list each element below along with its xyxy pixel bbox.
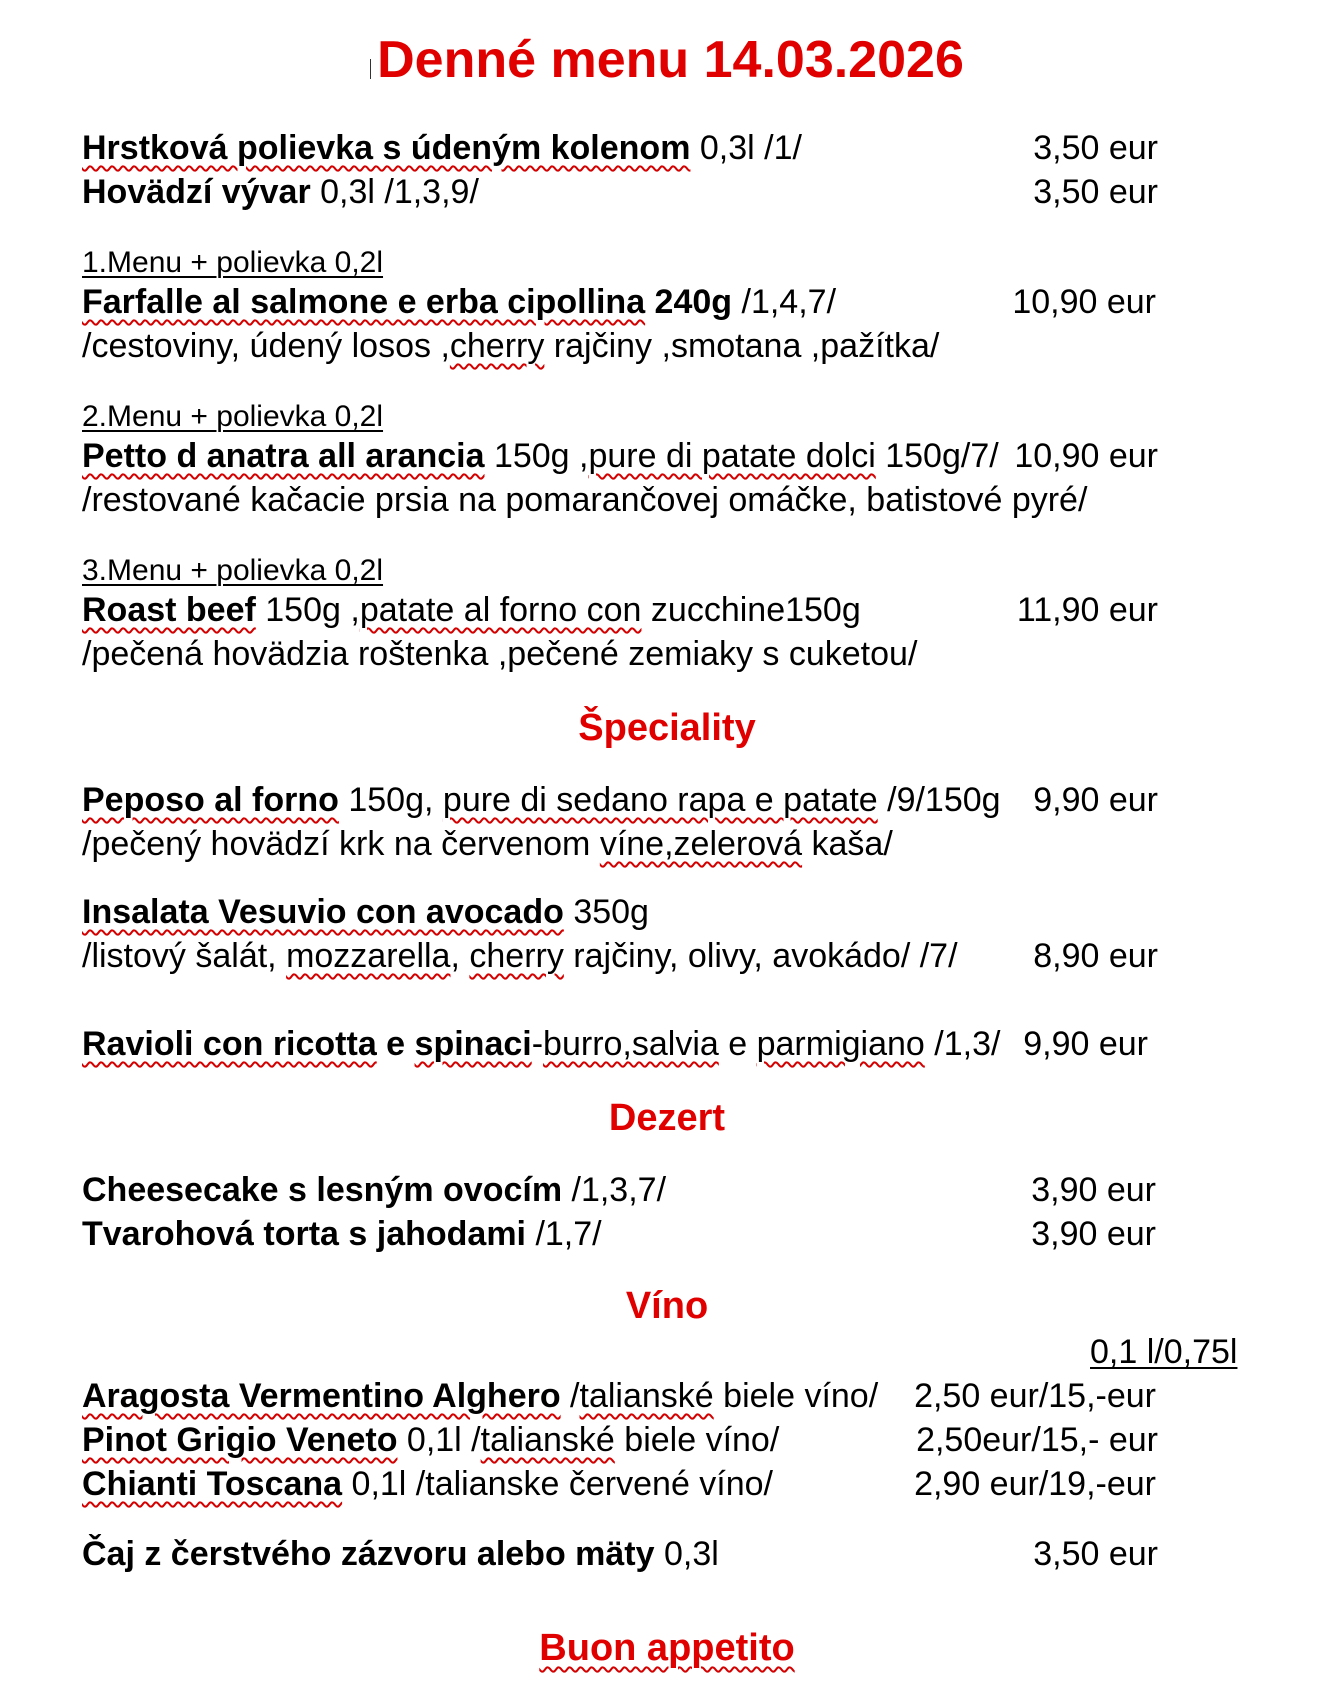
wine-size-header: 0,1 l/0,75l xyxy=(1090,1333,1238,1371)
menu-1-dish: Farfalle al salmone e erba cipollina 240g /1,4,7/ xyxy=(82,283,837,321)
menu-2-description: /restované kačacie prsia na pomarančovej omáčke, batistové pyré/ xyxy=(82,481,1088,519)
menu-1-label: 1.Menu + polievka 0,2l xyxy=(82,246,384,279)
specialities-heading: Špeciality xyxy=(578,707,756,749)
menu-3-price: 11,90 eur xyxy=(1016,591,1158,629)
wine-3: Chianti Toscana 0,1l /talianske červené víno/ xyxy=(82,1465,774,1503)
menu-3-description: /pečená hovädzia roštenka ,pečené zemiaky s cuketou/ xyxy=(82,635,918,673)
page-title: Denné menu 14.03.2026 xyxy=(0,30,1334,90)
wine-2-price: 2,50eur/15,- eur xyxy=(916,1421,1158,1459)
peposo-description: /pečený hovädzí krk na červenom víne,zelerová kaša/ xyxy=(82,825,893,863)
peposo-dish: Peposo al forno 150g, pure di sedano rapa e patate /9/150g xyxy=(82,781,1001,819)
menu-1-price: 10,90 eur xyxy=(1012,283,1156,321)
soup-1: Hrstková polievka s údeným kolenom 0,3l /1/ xyxy=(82,129,802,167)
closing-text: Buon appetito xyxy=(539,1627,795,1669)
tea: Čaj z čerstvého zázvoru alebo mäty 0,3l xyxy=(82,1535,719,1573)
soup-1-price: 3,50 eur xyxy=(1033,129,1158,167)
soup-2: Hovädzí vývar 0,3l /1,3,9/ xyxy=(82,173,479,211)
insalata-description: /listový šalát, mozzarella, cherry rajčiny, olivy, avokádo/ /7/ xyxy=(82,937,958,975)
tea-price: 3,50 eur xyxy=(1033,1535,1158,1573)
text-cursor xyxy=(370,59,371,79)
menu-3-dish: Roast beef 150g ,patate al forno con zucchine150g xyxy=(82,591,861,629)
wine-2: Pinot Grigio Veneto 0,1l /talianské biele víno/ xyxy=(82,1421,780,1459)
insalata-dish: Insalata Vesuvio con avocado 350g xyxy=(82,893,649,931)
dessert-2-price: 3,90 eur xyxy=(1031,1215,1156,1253)
ravioli-price: 9,90 eur xyxy=(1023,1025,1148,1063)
insalata-price: 8,90 eur xyxy=(1033,937,1158,975)
dessert-heading: Dezert xyxy=(608,1097,726,1139)
dessert-2: Tvarohová torta s jahodami /1,7/ xyxy=(82,1215,602,1253)
menu-3-label: 3.Menu + polievka 0,2l xyxy=(82,554,384,587)
menu-2-label: 2.Menu + polievka 0,2l xyxy=(82,400,384,433)
ravioli-dish: Ravioli con ricotta e spinaci-burro,salvia e parmigiano /1,3/ xyxy=(82,1025,1001,1063)
dessert-1-price: 3,90 eur xyxy=(1031,1171,1156,1209)
wine-heading: Víno xyxy=(625,1285,709,1327)
menu-2-price: 10,90 eur xyxy=(1014,437,1158,475)
menu-2-dish: Petto d anatra all arancia 150g ,pure di patate dolci 150g/7/ xyxy=(82,437,999,475)
wine-3-price: 2,90 eur/19,-eur xyxy=(914,1465,1156,1503)
wine-1: Aragosta Vermentino Alghero /talianské biele víno/ xyxy=(82,1377,879,1415)
soup-2-price: 3,50 eur xyxy=(1033,173,1158,211)
dessert-1: Cheesecake s lesným ovocím /1,3,7/ xyxy=(82,1171,667,1209)
wine-1-price: 2,50 eur/15,-eur xyxy=(914,1377,1156,1415)
menu-1-description: /cestoviny, údený losos ,cherry rajčiny ,smotana ,pažítka/ xyxy=(82,327,940,365)
peposo-price: 9,90 eur xyxy=(1033,781,1158,819)
